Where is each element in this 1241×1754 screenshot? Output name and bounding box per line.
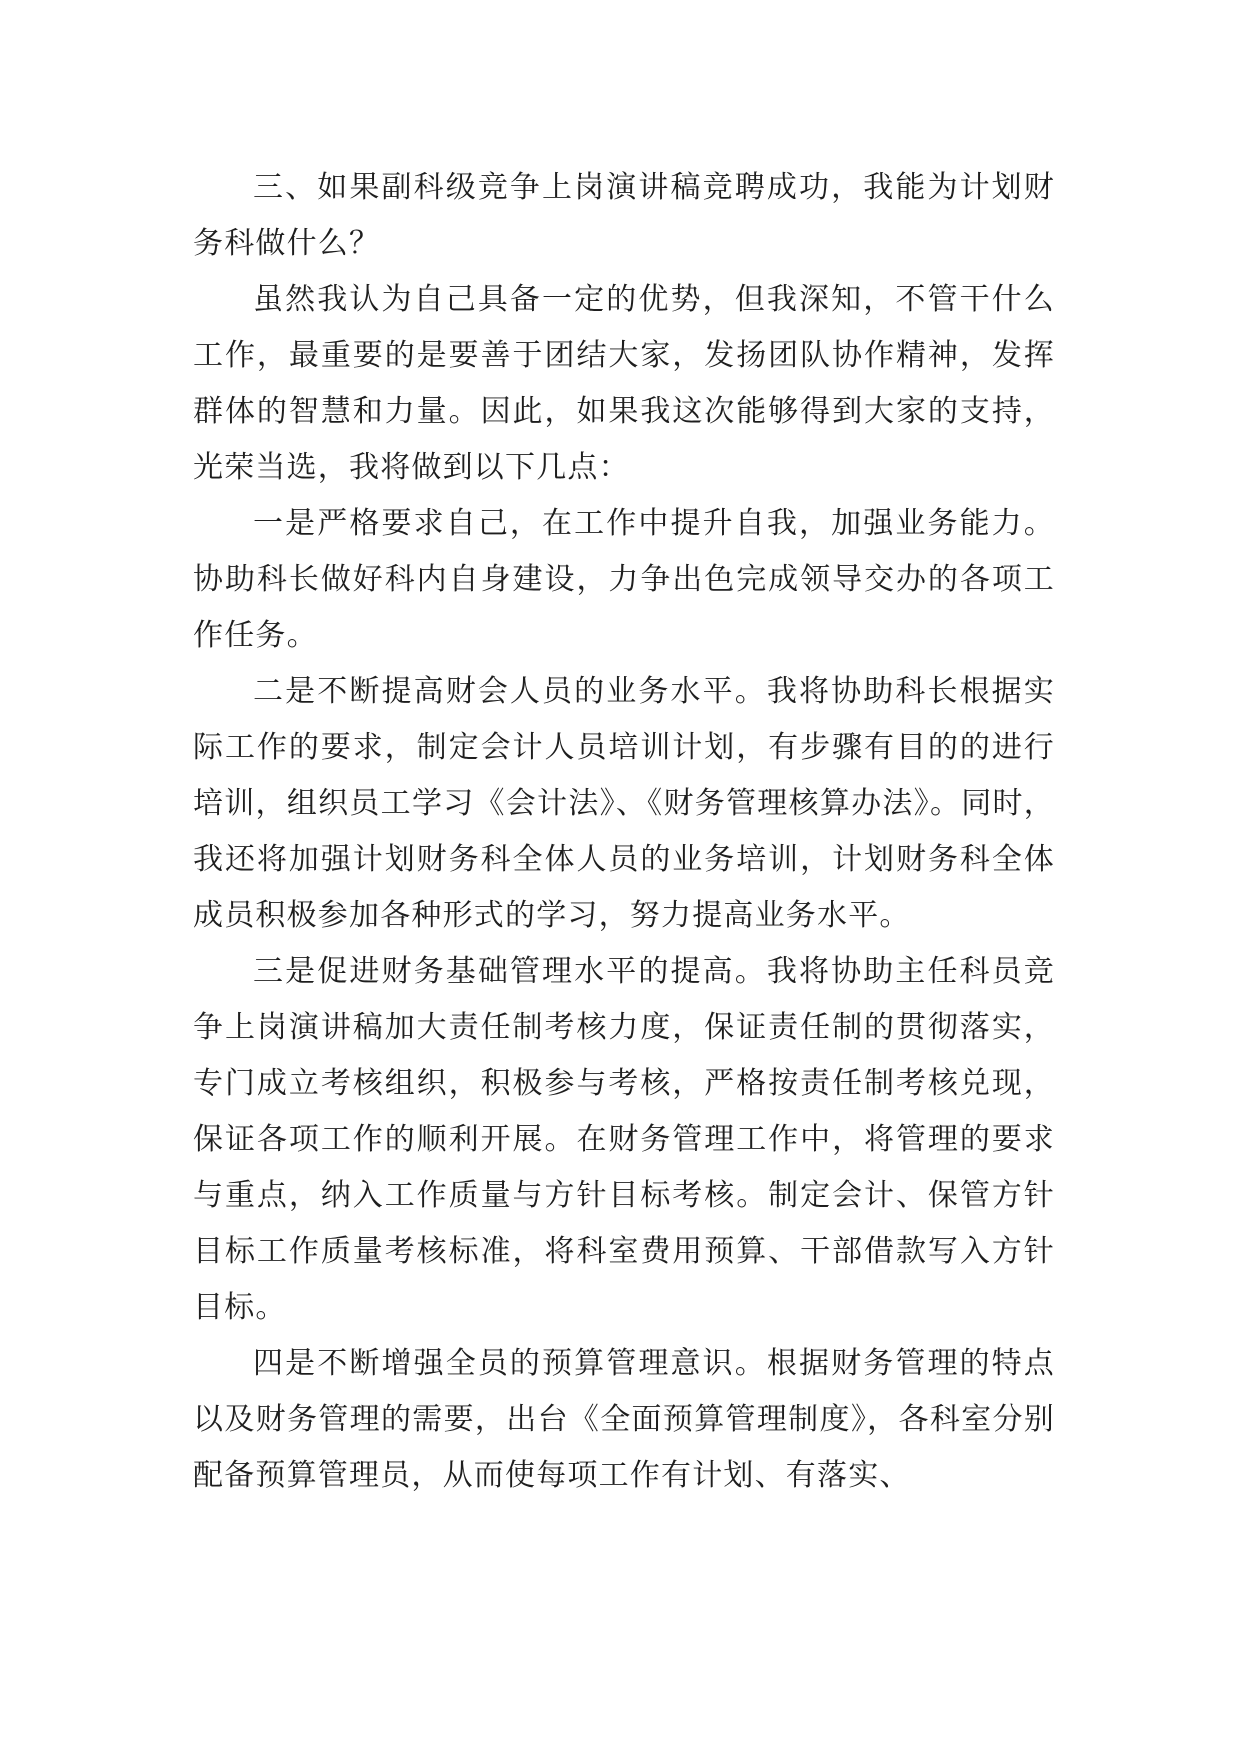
document-body	[193, 160, 1055, 1504]
paragraph-intro: 虽然我认为自己具备一定的优势，但我深知，不管干什么工作，最重要的是要善于团结大家，发扬团队协作精神，发挥群体的智慧和力量。因此，如果我这次能够得到大家的支持，光荣当选，我将做到以下几点：	[193, 282, 1055, 485]
paragraph-point-1: 一是严格要求自己，在工作中提升自我，加强业务能力。协助科长做好科内自身建设，力争出色完成领导交办的各项工作任务。	[193, 506, 1055, 653]
paragraph-point-3: 三是促进财务基础管理水平的提高。我将协助主任科员竞争上岗演讲稿加大责任制考核力度，保证责任制的贯彻落实，专门成立考核组织，积极参与考核，严格按责任制考核兑现，保证各项工作的顺利开展。在财务管理工作中，将管理的要求与重点，纳入工作质量与方针目标考核。制定会计、保管方针目标工作质量考核标准，将科室费用预算、干部借款写入方针目标。	[193, 954, 1055, 1325]
paragraph-point-2: 二是不断提高财会人员的业务水平。我将协助科长根据实际工作的要求，制定会计人员培训计划，有步骤有目的的进行培训，组织员工学习《会计法》、《财务管理核算办法》。同时，我还将加强计划财务科全体人员的业务培训，计划财务科全体成员积极参加各种形式的学习，努力提高业务水平。	[193, 674, 1055, 933]
paragraph-section-heading: 三、如果副科级竞争上岗演讲稿竞聘成功，我能为计划财务科做什么？	[193, 170, 1055, 261]
paragraph-point-4: 四是不断增强全员的预算管理意识。根据财务管理的特点以及财务管理的需要，出台《全面预算管理制度》，各科室分别配备预算管理员，从而使每项工作有计划、有落实、	[193, 1346, 1055, 1493]
